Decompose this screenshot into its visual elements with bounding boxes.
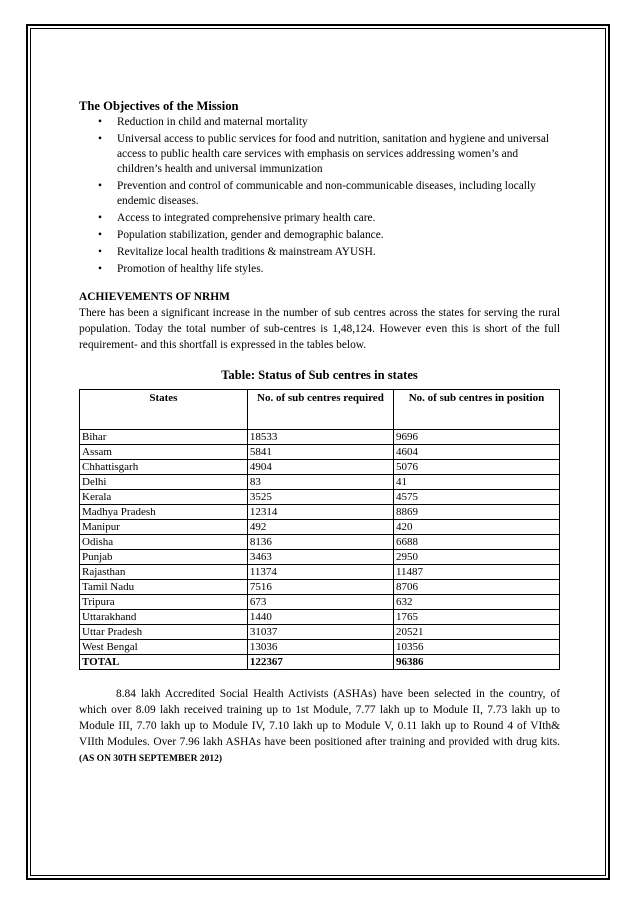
cell-required: 11374 [247, 565, 393, 580]
cell-in-position: 2950 [393, 550, 559, 565]
cell-in-position: 9696 [393, 430, 559, 445]
column-header-in-position: No. of sub centres in position [393, 390, 559, 430]
cell-total-in-position: 96386 [393, 655, 559, 670]
cell-in-position: 6688 [393, 535, 559, 550]
cell-in-position: 41 [393, 475, 559, 490]
table-row [80, 520, 560, 535]
cell-state: Uttar Pradesh [80, 625, 248, 640]
cell-in-position: 8706 [393, 580, 559, 595]
asha-text: 8.84 lakh Accredited Social Health Activists (ASHAs) have been selected in the country, of which over 8.09 lakh received training up to 1st Module, 7.77 lakh up to Module II, 7.73 lakh up to Module III, 7.70 lakh up to Module IV, 7.10 lakh up to Module V, 0.11 lakh up to Round 4 of VIth& VIIth Modules. Over 7.96 lakh ASHAs have been positioned after training and provided with drug kits. [79, 688, 560, 748]
cell-state: Madhya Pradesh [80, 505, 248, 520]
table-row [80, 580, 560, 595]
cell-required: 3525 [247, 490, 393, 505]
cell-state: Tamil Nadu [80, 580, 248, 595]
list-item: • Access to integrated comprehensive primary health care. [98, 212, 376, 224]
cell-required: 673 [247, 595, 393, 610]
cell-state: Kerala [80, 490, 248, 505]
cell-in-position: 11487 [393, 565, 559, 580]
table-row [80, 505, 560, 520]
cell-state: Punjab [80, 550, 248, 565]
table-row [80, 625, 560, 640]
bullet-icon: • [98, 212, 102, 224]
cell-in-position: 1765 [393, 610, 559, 625]
cell-in-position: 4604 [393, 445, 559, 460]
table-row [80, 610, 560, 625]
table-row [80, 535, 560, 550]
table-row [80, 595, 560, 610]
table-row [80, 475, 560, 490]
table-row [80, 550, 560, 565]
objectives-heading: The Objectives of the Mission [79, 99, 239, 113]
cell-required: 18533 [247, 430, 393, 445]
bullet-icon: • [98, 133, 102, 145]
achievements-paragraph: There has been a significant increase in the number of sub centres across the states for serving the rural population. Today the total number of sub-centres is 1,48,124. However even this is short of the full requirement- and this shortfall is expressed in the tables below. [79, 307, 560, 351]
cell-state: Delhi [80, 475, 248, 490]
bullet-icon: • [98, 180, 102, 192]
cell-total-label: TOTAL [80, 655, 248, 670]
cell-state: Odisha [80, 535, 248, 550]
cell-state: Uttarakhand [80, 610, 248, 625]
cell-state: Bihar [80, 430, 248, 445]
bullet-icon: • [98, 263, 102, 275]
table-total-row [80, 655, 560, 670]
sub-centres-table [79, 389, 560, 670]
cell-required: 31037 [247, 625, 393, 640]
cell-in-position: 632 [393, 595, 559, 610]
cell-required: 13036 [247, 640, 393, 655]
table-row [80, 460, 560, 475]
cell-state: Rajasthan [80, 565, 248, 580]
cell-required: 12314 [247, 505, 393, 520]
cell-in-position: 420 [393, 520, 559, 535]
table-row [80, 640, 560, 655]
cell-state: Chhattisgarh [80, 460, 248, 475]
cell-required: 8136 [247, 535, 393, 550]
document-body [79, 98, 560, 767]
objectives-list [79, 115, 560, 277]
cell-required: 3463 [247, 550, 393, 565]
asha-date-note: (AS ON 30TH SEPTEMBER 2012) [79, 754, 223, 764]
table-row [80, 565, 560, 580]
list-item: • Promotion of healthy life styles. [98, 263, 264, 275]
cell-in-position: 5076 [393, 460, 559, 475]
achievements-heading: ACHIEVEMENTS OF NRHM [79, 291, 230, 303]
bullet-icon: • [98, 116, 102, 128]
cell-total-required: 122367 [247, 655, 393, 670]
bullet-icon: • [98, 229, 102, 241]
list-item: • Prevention and control of communicable and non-communicable diseases, including locally endemic diseases. [98, 180, 536, 207]
column-header-states: States [80, 390, 248, 430]
table-row [80, 430, 560, 445]
cell-in-position: 4575 [393, 490, 559, 505]
list-item: • Reduction in child and maternal mortality [98, 116, 308, 128]
table-title: Table: Status of Sub centres in states [221, 368, 418, 382]
cell-required: 492 [247, 520, 393, 535]
asha-paragraph [79, 686, 560, 767]
cell-required: 1440 [247, 610, 393, 625]
list-item: • Universal access to public services for food and nutrition, sanitation and hygiene and universal access to public health care services with emphasis on services addressing women’s and children’s health and universal immunization [98, 133, 550, 175]
table-row [80, 445, 560, 460]
cell-required: 7516 [247, 580, 393, 595]
list-item: • Revitalize local health traditions & mainstream AYUSH. [98, 246, 376, 258]
cell-required: 83 [247, 475, 393, 490]
bullet-icon: • [98, 246, 102, 258]
table-row [80, 490, 560, 505]
cell-in-position: 10356 [393, 640, 559, 655]
cell-state: West Bengal [80, 640, 248, 655]
cell-state: Tripura [80, 595, 248, 610]
cell-in-position: 20521 [393, 625, 559, 640]
cell-state: Assam [80, 445, 248, 460]
cell-required: 5841 [247, 445, 393, 460]
table-header-row [80, 390, 560, 430]
cell-state: Manipur [80, 520, 248, 535]
column-header-required: No. of sub centres required [247, 390, 393, 430]
cell-required: 4904 [247, 460, 393, 475]
cell-in-position: 8869 [393, 505, 559, 520]
list-item: • Population stabilization, gender and demographic balance. [98, 229, 384, 241]
